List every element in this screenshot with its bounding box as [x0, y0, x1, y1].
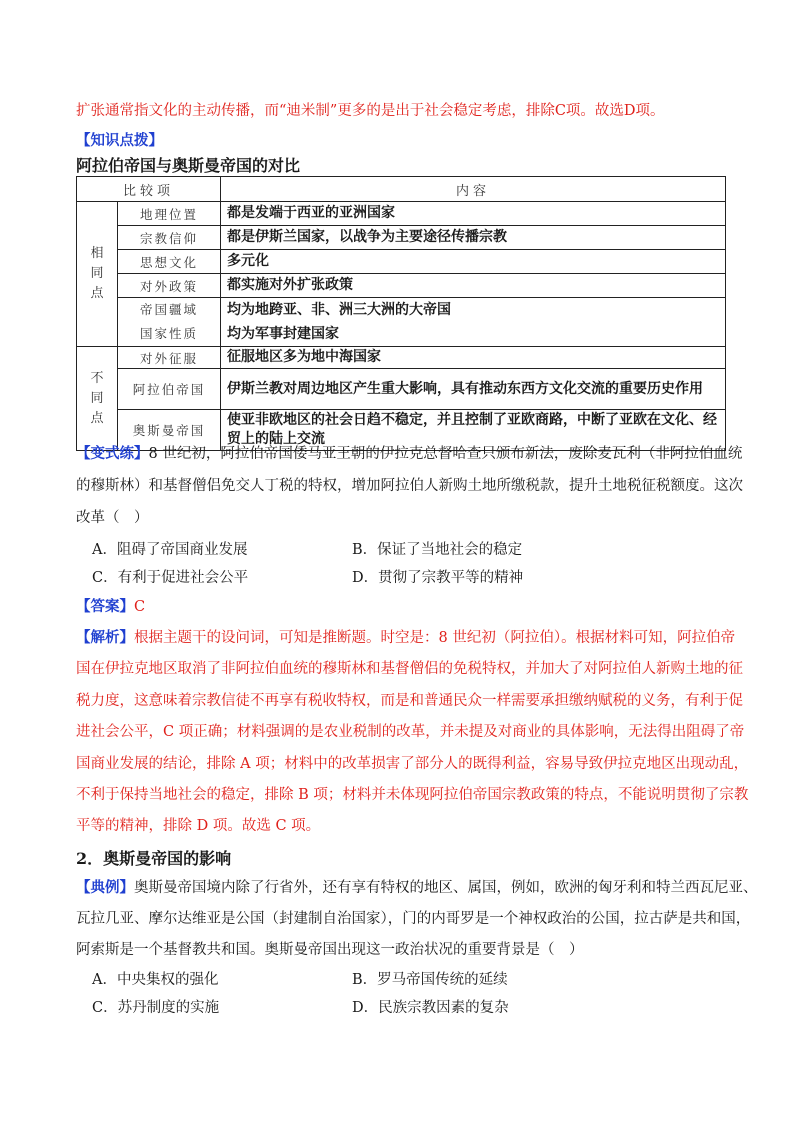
content-cell: 多元化	[221, 250, 726, 274]
example-line	[76, 876, 758, 897]
table-row	[77, 347, 726, 369]
table-row	[77, 369, 726, 410]
diff-group-label: 不同点	[90, 370, 104, 426]
content-cell-double	[221, 298, 726, 347]
table-header-row	[77, 177, 726, 202]
table-row	[77, 226, 726, 250]
exercise-line: 改革（ ）	[76, 510, 149, 526]
example-option-a: A．中央集权的强化	[92, 972, 219, 988]
content-cell: 征服地区多为地中海国家	[221, 347, 726, 369]
table-row	[77, 202, 726, 226]
table-title: 阿拉伯帝国与奥斯曼帝国的对比	[76, 156, 301, 175]
knowledge-label: 【知识点拨】	[76, 132, 163, 149]
exercise-line	[76, 442, 743, 463]
table-row	[77, 274, 726, 298]
item-cell: 思想文化	[118, 250, 221, 274]
item-label: 帝国疆域	[139, 302, 198, 317]
analysis-line: 平等的精神，排除 D 项。故选 C 项。	[76, 818, 321, 834]
header-content: 内容	[221, 177, 726, 202]
exercise-option-a: A．阻碍了帝国商业发展	[92, 542, 248, 558]
content-line: 均为地跨亚、非、洲三大洲的大帝国	[227, 302, 451, 318]
example-option-c: C．苏丹制度的实施	[92, 1000, 220, 1016]
exercise-option-b: B．保证了当地社会的稳定	[352, 542, 523, 558]
item-cell: 宗教信仰	[118, 226, 221, 250]
example-option-d: D．民族宗教因素的复杂	[352, 1000, 509, 1016]
analysis-line: 税力度，这意味着宗教信徒不再享有税收特权，而是和普通民众一样需要承担缴纳赋税的义务，有利于促	[76, 693, 743, 709]
comparison-table	[76, 176, 726, 451]
analysis-line: 国在伊拉克地区取消了非阿拉伯血统的穆斯林和基督僧侣的免税特权，并加大了对阿拉伯人新购土地的征	[76, 661, 743, 677]
same-group-cell	[77, 202, 118, 347]
item-cell: 奥斯曼帝国	[118, 410, 221, 451]
analysis-text: 根据主题干的设问词，可知是推断题。时空是：8 世纪初（阿拉伯）。根据材料可知，阿拉伯帝	[134, 630, 736, 646]
item-cell: 对外征服	[118, 347, 221, 369]
example-line: 阿索斯是一个基督教共和国。奥斯曼帝国出现这一政治状况的重要背景是（ ）	[76, 942, 584, 958]
example-option-b: B．罗马帝国传统的延续	[352, 972, 508, 988]
content-cell: 使亚非欧地区的社会日趋不稳定，并且控制了亚欧商路，中断了亚欧在文化、经贸上的陆上交流	[221, 410, 726, 451]
answer-label: 【答案】	[76, 598, 134, 615]
exercise-option-c: C．有利于促进社会公平	[92, 570, 249, 586]
table-row	[77, 298, 726, 347]
analysis-line: 国商业发展的结论，排除 A 项；材料中的改革损害了部分人的既得利益，容易导致伊拉克地区出现动乱，	[76, 756, 749, 772]
item-cell: 对外政策	[118, 274, 221, 298]
answer-value: C	[134, 599, 146, 615]
previous-analysis-tail: 扩张通常指文化的主动传播，而“迪米制”更多的是出于社会稳定考虑，排除C项。故选D项。	[76, 103, 665, 119]
exercise-text: 8 世纪初，阿拉伯帝国倭马亚王朝的伊拉克总督哈查只颁布新法，废除麦瓦利（非阿拉伯血统	[148, 446, 743, 462]
content-cell: 都实施对外扩张政策	[221, 274, 726, 298]
item-cell: 地理位置	[118, 202, 221, 226]
content-cell: 伊斯兰教对周边地区产生重大影响，具有推动东西方文化交流的重要历史作用	[221, 369, 726, 410]
content-cell: 都是伊斯兰国家，以战争为主要途径传播宗教	[221, 226, 726, 250]
same-group-label: 相同点	[90, 246, 104, 301]
table-row	[77, 250, 726, 274]
item-cell: 阿拉伯帝国	[118, 369, 221, 410]
content-line: 均为军事封建国家	[227, 326, 339, 342]
analysis-line	[76, 626, 736, 647]
exercise-option-d: D．贯彻了宗教平等的精神	[352, 570, 524, 586]
content-cell: 都是发端于西亚的亚洲国家	[221, 202, 726, 226]
answer-line	[76, 595, 726, 616]
item-cell-double	[118, 298, 221, 347]
example-line: 瓦拉几亚、摩尔达维亚是公国（封建制自治国家），门的内哥罗是一个神权政治的公国，拉古萨是共和国，	[76, 911, 751, 927]
diff-group-cell	[77, 347, 118, 451]
example-label: 【典例】	[76, 879, 134, 896]
exercise-label: 【变式练】	[76, 445, 149, 462]
analysis-label: 【解析】	[76, 629, 134, 646]
header-compare-item: 比较项	[77, 177, 221, 202]
exercise-line: 的穆斯林）和基督僧侣免交人丁税的特权，增加阿拉伯人新购土地所缴税款，提升土地税征税额度。这次	[76, 478, 743, 494]
item-label: 国家性质	[139, 326, 198, 341]
example-text: 奥斯曼帝国境内除了行省外，还有享有特权的地区、属国，例如，欧洲的匈牙利和特兰西瓦尼亚、	[134, 880, 758, 896]
analysis-line: 不利于保持当地社会的稳定，排除 B 项；材料并未体现阿拉伯帝国宗教政策的特点，不能说明贯彻了宗教	[76, 787, 749, 803]
section-title: 2．奥斯曼帝国的影响	[76, 849, 232, 868]
analysis-line: 进社会公平，C 项正确；材料强调的是农业税制的改革，并未提及对商业的具体影响，无法得出阻碍了帝	[76, 724, 745, 740]
